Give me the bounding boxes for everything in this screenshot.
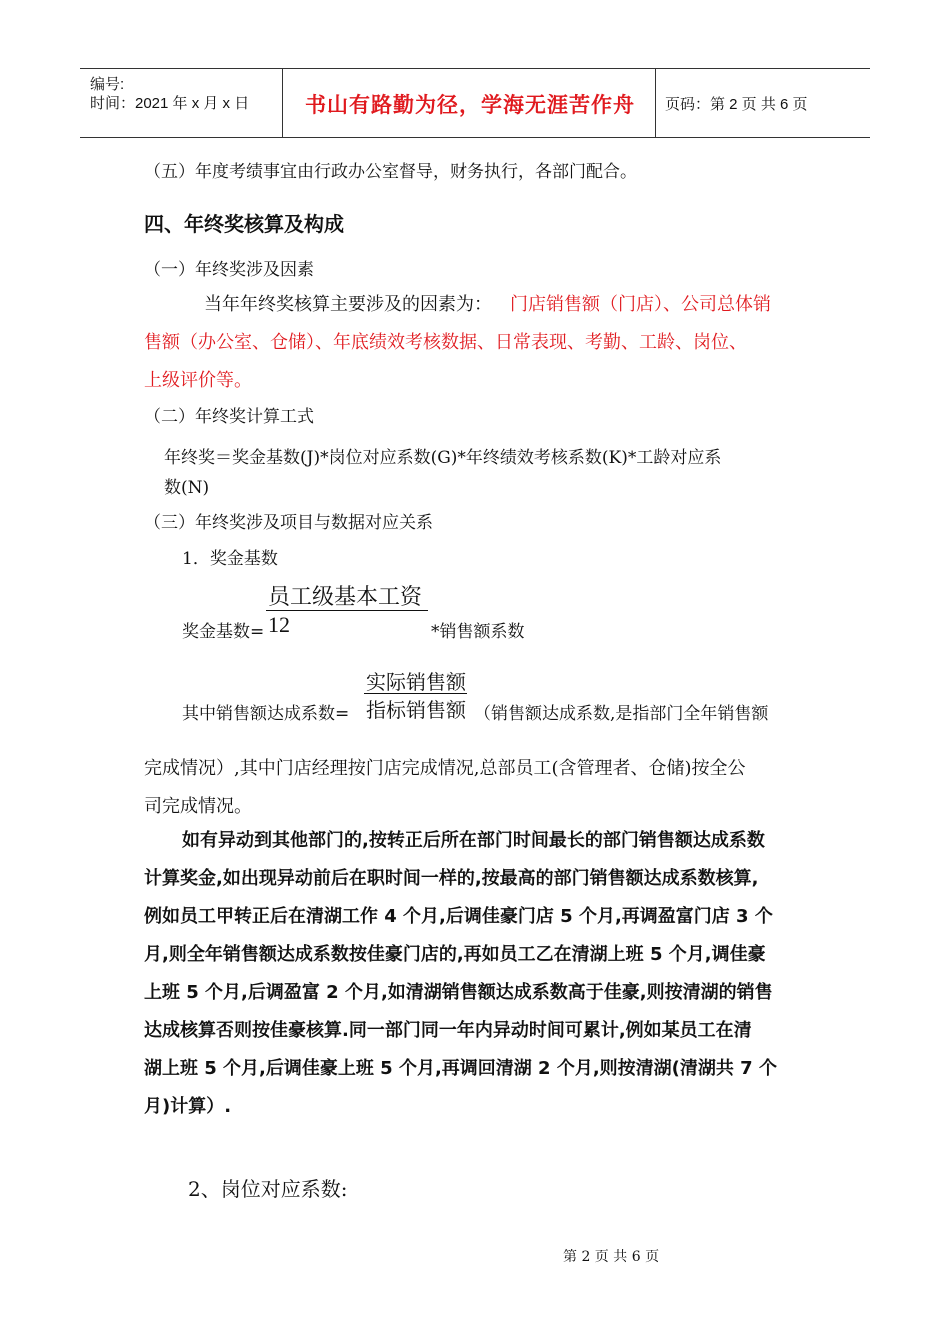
bold-line-7: 湖上班 5 个月,后调佳豪上班 5 个月,再调回清湖 2 个月,则按清湖(清湖共 7 个 [144, 1058, 777, 1079]
sales-ratio-numerator: 实际销售额 [366, 672, 466, 694]
footer-page-number: 第 2 页 共 6 页 [563, 1249, 660, 1265]
bold-line-1: 如有异动到其他部门的,按转正后所在部门时间最长的部门销售额达成系数 [182, 830, 765, 851]
sub1-title: （一）年终奖涉及因素 [144, 260, 314, 280]
sub2-title: （二）年终奖计算工式 [144, 407, 314, 427]
bold-line-3: 例如员工甲转正后在清湖工作 4 个月,后调佳豪门店 5 个月,再调盈富门店 3 个 [144, 906, 773, 927]
header-page-cell [655, 69, 870, 137]
sales-ratio-denominator: 指标销售额 [366, 700, 466, 722]
bold-line-4: 月,则全年销售额达成系数按佳豪门店的,再如员工乙在清湖上班 5 个月,调佳豪 [144, 944, 766, 965]
item5-text: （五）年度考绩事宜由行政办公室督导，财务执行，各部门配合。 [144, 162, 637, 182]
header-page-label: 页码：第 2 页 共 6 页 [665, 96, 808, 113]
sales-ratio-label: 其中销售额达成系数= [182, 704, 350, 724]
doc-number-label: 编号: [90, 76, 125, 93]
explain-line-2: 司完成情况。 [144, 796, 252, 817]
item2-title: 2、岗位对应系数: [188, 1177, 348, 1201]
bold-line-6: 达成核算否则按佳豪核算.同一部门同一年内异动时间可累计,例如某员工在清 [144, 1020, 752, 1041]
bonus-base-label: 奖金基数= [182, 622, 265, 642]
sub1-red-line-2: 售额（办公室、仓储）、年底绩效考核数据、日常表现、考勤、工龄、岗位、 [144, 332, 747, 353]
doc-time-label: 时间：2021 年 x 月 x 日 [90, 95, 250, 112]
formula-line-2: 数(N) [164, 478, 210, 498]
header-left-cell [80, 69, 282, 137]
sub1-red-line-3: 上级评价等。 [144, 370, 252, 391]
bold-line-2: 计算奖金,如出现异动前后在职时间一样的,按最高的部门销售额达成系数核算, [144, 868, 759, 889]
sales-ratio-suffix: （销售额达成系数,是指部门全年销售额 [474, 704, 769, 724]
sub3-title: （三）年终奖涉及项目与数据对应关系 [144, 513, 433, 533]
bold-line-5: 上班 5 个月,后调盈富 2 个月,如清湖销售额达成系数高于佳豪,则按清湖的销售 [144, 982, 773, 1003]
bonus-base-numerator: 员工级基本工资 [268, 584, 423, 609]
motto-text: 书山有路勤为径，学海无涯苦作舟 [305, 92, 635, 117]
header-table [80, 68, 870, 138]
bonus-base-suffix: *销售额系数 [431, 622, 525, 642]
bold-line-8: 月)计算）. [144, 1096, 232, 1117]
header-motto-cell [282, 69, 656, 137]
item1-title: 1．奖金基数 [182, 549, 278, 569]
bonus-base-denominator: 12 [268, 612, 290, 637]
section4-heading: 四、年终奖核算及构成 [144, 212, 344, 236]
explain-line-1: 完成情况）,其中门店经理按门店完成情况,总部员工(含管理者、仓储)按全公 [144, 758, 746, 779]
bonus-base-fraction-bar [266, 610, 428, 611]
formula-line-1: 年终奖＝奖金基数(J)*岗位对应系数(G)*年终绩效考核系数(K)*工龄对应系 [164, 448, 722, 468]
sub1-intro: 当年年终奖核算主要涉及的因素为： [204, 294, 492, 315]
sub1-red-line-1: 门店销售额（门店）、公司总体销 [510, 294, 771, 315]
